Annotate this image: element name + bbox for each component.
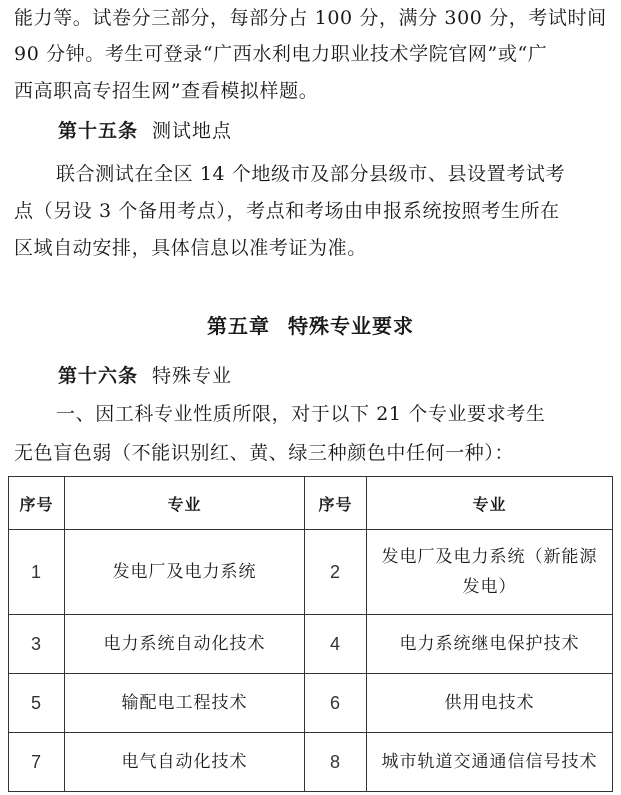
header-major: 专业 xyxy=(367,477,613,530)
seq-cell: 7 xyxy=(9,733,65,792)
seq-cell: 3 xyxy=(9,615,65,674)
chapter-heading xyxy=(0,313,621,339)
table-header-row xyxy=(9,477,613,530)
major-cell: 发电厂及电力系统 xyxy=(65,530,305,615)
article-title: 特殊专业 xyxy=(152,365,233,387)
paragraph-line: 能力等。试卷分三部分，每部分占 100 分，满分 300 分，考试时间 xyxy=(14,7,607,29)
table-row xyxy=(9,530,613,615)
major-cell: 输配电工程技术 xyxy=(65,674,305,733)
table-row xyxy=(9,733,613,792)
major-cell: 发电厂及电力系统（新能源发电） xyxy=(367,530,613,615)
table-row xyxy=(9,615,613,674)
paragraph-line: 90 分钟。考生可登录“广西水利电力职业技术学院官网”或“广 xyxy=(14,43,548,65)
paragraph-line: 一、因工科专业性质所限，对于以下 21 个专业要求考生 xyxy=(56,403,546,425)
seq-cell: 4 xyxy=(305,615,367,674)
major-cell: 供用电技术 xyxy=(367,674,613,733)
article-title: 测试地点 xyxy=(152,120,233,142)
paragraph-line: 联合测试在全区 14 个地级市及部分县级市、县设置考试考 xyxy=(56,163,566,185)
header-seq: 序号 xyxy=(9,477,65,530)
seq-cell: 2 xyxy=(305,530,367,615)
special-majors-table xyxy=(8,476,613,792)
seq-cell: 1 xyxy=(9,530,65,615)
paragraph-line: 无色盲色弱（不能识别红、黄、绿三种颜色中任何一种）： xyxy=(14,442,515,464)
article-15-heading xyxy=(58,119,232,143)
seq-cell: 5 xyxy=(9,674,65,733)
major-cell: 电力系统自动化技术 xyxy=(65,615,305,674)
article-number: 第十五条 xyxy=(58,120,139,142)
paragraph-line: 点（另设 3 个备用考点），考点和考场由申报系统按照考生所在 xyxy=(14,200,560,222)
article-number: 第十六条 xyxy=(58,365,139,387)
seq-cell: 6 xyxy=(305,674,367,733)
header-seq: 序号 xyxy=(305,477,367,530)
major-cell: 城市轨道交通通信信号技术 xyxy=(367,733,613,792)
table-row xyxy=(9,674,613,733)
header-major: 专业 xyxy=(65,477,305,530)
chapter-number: 第五章 xyxy=(207,314,270,338)
article-16-heading xyxy=(58,364,232,388)
chapter-title: 特殊专业要求 xyxy=(288,314,414,338)
paragraph-line: 区域自动安排，具体信息以准考证为准。 xyxy=(14,237,367,259)
seq-cell: 8 xyxy=(305,733,367,792)
paragraph-line: 西高职高专招生网”查看模拟样题。 xyxy=(14,80,319,102)
major-cell: 电力系统继电保护技术 xyxy=(367,615,613,674)
major-cell: 电气自动化技术 xyxy=(65,733,305,792)
